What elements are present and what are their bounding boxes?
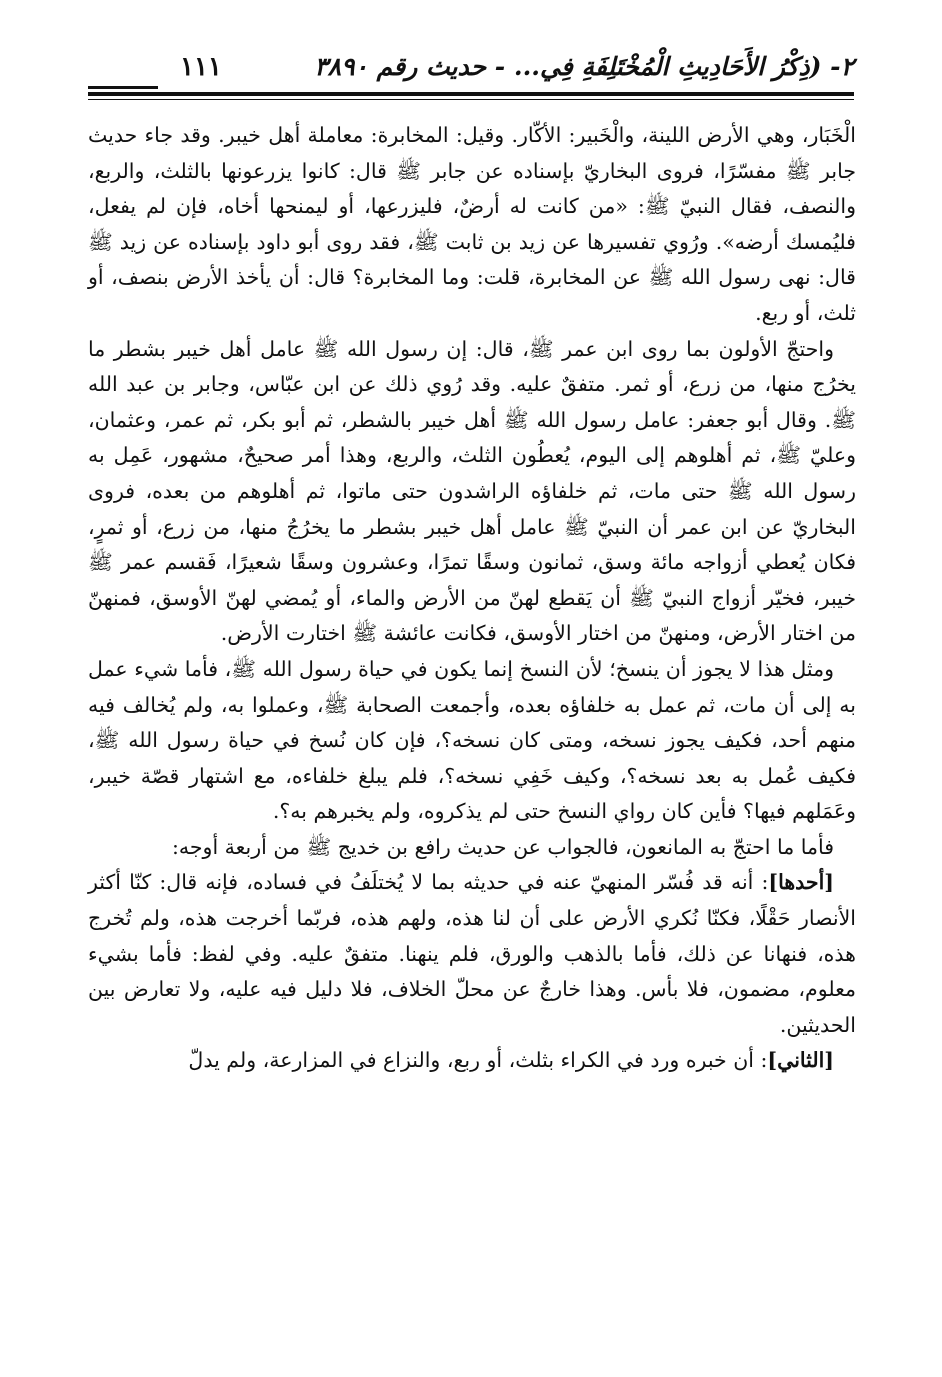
header-rule-left: [88, 86, 158, 89]
point-two-label: [الثاني]: [767, 1048, 834, 1073]
point-one: [88, 865, 856, 1043]
point-two-text: : أن خبره ورد في الكراء بثلث، أو ربع، والنزاع في المزارعة، ولم يدلّ: [188, 1048, 768, 1073]
header-rule-thick: [88, 92, 854, 96]
point-one-text: : أنه قد فُسّر المنهيّ عنه في حديثه بما لا يُختلَفُ في فساده، فإنه قال: كنّا أكثر الأنصار حَقْلًا، فكنّا نُكري الأرض على أن لنا هذه، ولهم هذه، فربّما أخرجت هذه، ولم تُخرج هذه، فنهانا عن ذلك، فأما بالذهب والورق، فلم ينهنا. متفقٌ عليه. وفي لفظ: فأما بشيء معلوم، مضمون، فلا بأس. وهذا خارجٌ عن محلّ الخلاف، فلا دليل فيه عليه، ولا تعارض بين الحديثين.: [88, 870, 856, 1037]
paragraph-4: فأما ما احتجّ به المانعون، فالجواب عن حديث رافع بن خديج ﷺ من أربعة أوجه:: [171, 834, 834, 859]
running-title: ٢- (ذِكْرُ الأَحَادِيثِ الْمُخْتَلِفَةِ فِي... - حديث رقم ٣٨٩٠: [314, 52, 854, 81]
point-two: [88, 1043, 856, 1079]
page-body: [88, 118, 856, 1079]
point-one-label: [أحدها]: [768, 870, 834, 895]
paragraph-2: واحتجّ الأولون بما روى ابن عمر ﷺ، قال: إن رسول الله ﷺ عامل أهل خيبر بشطر ما يخرُج منها، من زرع، أو ثمر. متفقٌ عليه. وقد رُوي ذلك عن ابن عبّاس، وجابر بن عبد الله ﷺ. وقال أبو جعفر: عامل رسول الله ﷺ أهل خيبر بالشطر، ثم أبو بكر، ثم عمر، وعثمان، وعليّ ﷺ، ثم أهلوهم إلى اليوم، يُعطُون الثلث، والربع، وهذا أمر صحيحٌ، مشهور، عَمِل به رسول الله ﷺ حتى مات، ثم خلفاؤه الراشدون حتى ماتوا، ثم أهلوهم من بعده، فروى البخاريّ عن ابن عمر أن النبيّ ﷺ عامل أهل خيبر بشطر ما يخرُجُ منها، من زرع، أو ثمرٍ، فكان يُعطي أزواجه مائة وسق، ثمانون وسقًا تمرًا، وعشرون وسقًا شعيرًا، فَقسم عمر ﷺ خيبر، فخيّر أزواج النبيّ ﷺ أن يَقطع لهنّ من الأرض والماء، أو يُمضي لهنّ الأوسق، فمنهنّ من اختار الأرض، ومنهنّ من اختار الأوسق، فكانت عائشة ﷺ اختارت الأرض.: [88, 336, 856, 646]
header-rule-thin: [88, 99, 854, 100]
paragraph-3: ومثل هذا لا يجوز أن ينسخ؛ لأن النسخ إنما يكون في حياة رسول الله ﷺ، فأما شيء عمل به إلى أن مات، ثم عمل به خلفاؤه بعده، وأجمعت الصحابة ﷺ، وعملوا به، ولم يُخالف فيه منهم أحد، فكيف يجوز نسخه، ومتى كان نسخه؟، فإن كان نُسخ في حياة رسول الله ﷺ، فكيف عُمل به بعد نسخه؟، وكيف خَفِي نسخه؟، فلم يبلغ خلفاءه، مع اشتهار قصّة خيبر، وعَمَلهم فيها؟ فأين كان رواي النسخ حتى لم يذكروه، ولم يخبرهم به؟.: [88, 656, 856, 824]
paragraph-1: الْخَبَار، وهي الأرض اللينة، والْخَبير: الأكّار. وقيل: المخابرة: معاملة أهل خيبر. وقد جاء حديث جابر ﷺ مفسّرًا، فروى البخاريّ بإسناده عن جابر ﷺ قال: كانوا يزرعونها بالثلث، والربع، والنصف، فقال النبيّ ﷺ: «من كانت له أرضٌ، فليزرعها، أو ليمنحها أخاه، فإن لم يفعل، فليُمسك أرضه». ورُوي تفسيرها عن زيد بن ثابت ﷺ، فقد روى أبو داود بإسناده عن زيد ﷺ قال: نهى رسول الله ﷺ عن المخابرة، قلت: وما المخابرة؟ قال: أن يأخذ الأرض بنصف، أو ثلث، أو ربع.: [88, 123, 856, 325]
page-header: [88, 48, 854, 104]
page-number: ١١١: [180, 52, 222, 82]
